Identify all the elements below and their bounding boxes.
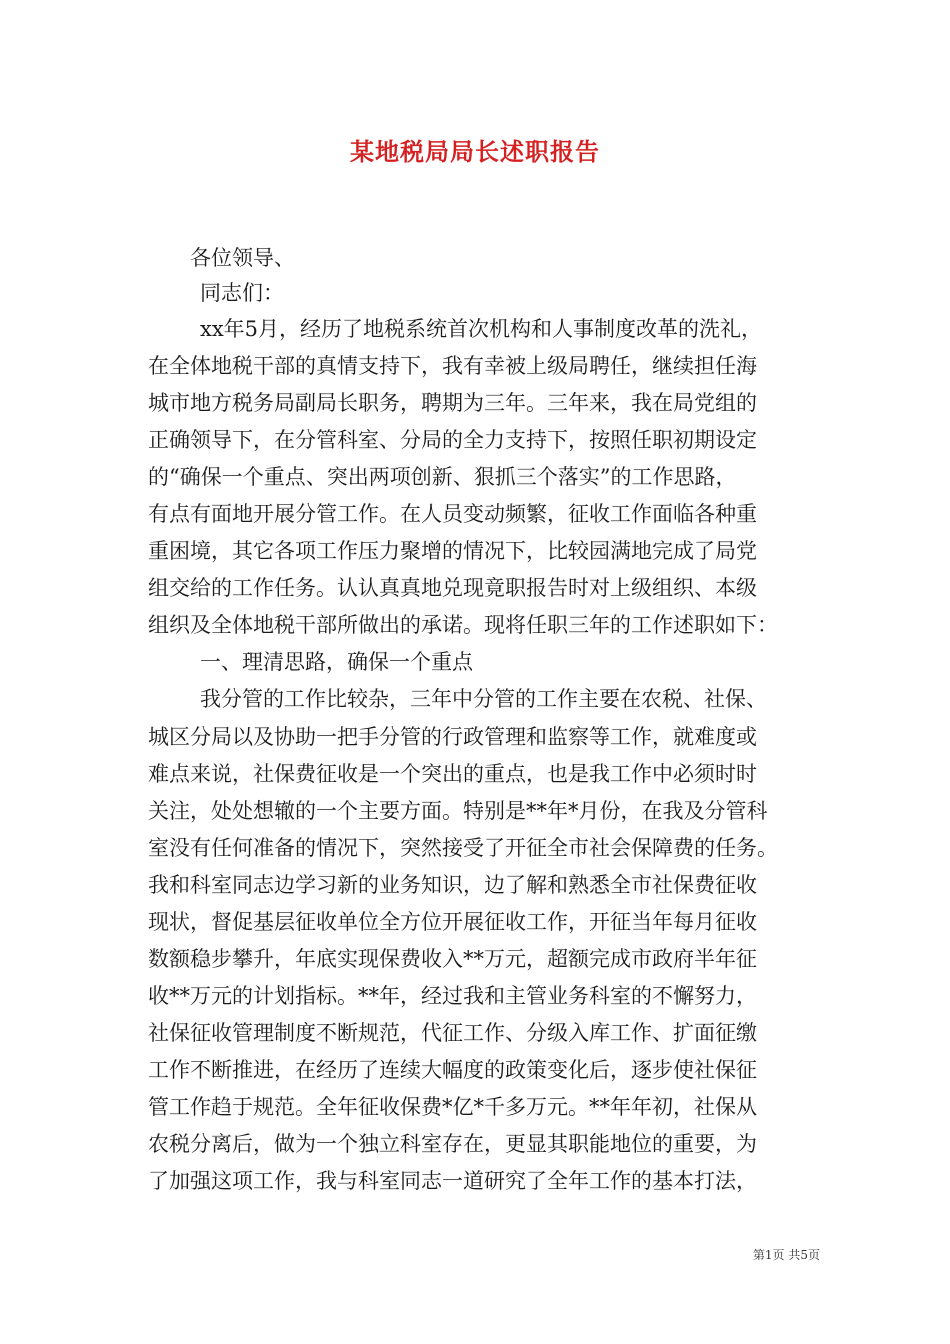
text-line: 的“确保一个重点、突出两项创新、狠抓三个落实”的工作思路， — [148, 465, 737, 490]
text-line: 关注，处处想辙的一个主要方面。特别是**年*月份，在我及分管科 — [148, 798, 768, 823]
text-line: 工作不断推进，在经历了连续大幅度的政策变化后，逐步使社保征 — [148, 1057, 757, 1082]
text-line: 组织及全体地税干部所做出的承诺。现将任职三年的工作述职如下： — [148, 613, 778, 638]
text-line: 数额稳步攀升，年底实现保费收入**万元，超额完成市政府半年征 — [148, 946, 757, 971]
salutation-leaders: 各位领导、 — [190, 246, 295, 270]
text-line: 正确领导下，在分管科室、分局的全力支持下，按照任职初期设定 — [148, 428, 757, 453]
text-line: 难点来说，社保费征收是一个突出的重点，也是我工作中必须时时 — [148, 761, 757, 786]
text-line: 农税分离后，做为一个独立科室存在，更显其职能地位的重要，为 — [148, 1132, 757, 1157]
text-line: 重困境，其它各项工作压力聚增的情况下，比较园满地完成了局党 — [148, 539, 757, 564]
page-number: 第1页 共5页 — [752, 1248, 820, 1262]
text-line: xx年5月，经历了地税系统首次机构和人事制度改革的洗礼， — [200, 317, 763, 341]
text-line: 管工作趋于规范。全年征收保费*亿*千多万元。**年年初，社保从 — [148, 1094, 757, 1119]
section-heading: 一、理清思路，确保一个重点 — [200, 650, 473, 675]
document-title: 某地税局局长述职报告 — [350, 137, 600, 166]
text-line: 我和科室同志边学习新的业务知识，边了解和熟悉全市社保费征收 — [148, 872, 757, 897]
salutation-comrades: 同志们： — [200, 281, 284, 305]
text-line: 在全体地税干部的真情支持下，我有幸被上级局聘任，继续担任海 — [148, 354, 757, 379]
text-line: 组交给的工作任务。认认真真地兑现竟职报告时对上级组织、本级 — [148, 576, 757, 601]
text-line: 城市地方税务局副局长职务，聘期为三年。三年来，我在局党组的 — [148, 391, 757, 416]
text-line: 收**万元的计划指标。**年，经过我和主管业务科室的不懈努力， — [148, 983, 757, 1008]
text-line: 室没有任何准备的情况下，突然接受了开征全市社会保障费的任务。 — [148, 835, 778, 860]
document-body — [148, 311, 818, 1200]
text-line: 社保征收管理制度不断规范，代征工作、分级入库工作、扩面征缴 — [148, 1020, 757, 1045]
text-line: 了加强这项工作，我与科室同志一道研究了全年工作的基本打法， — [148, 1169, 757, 1194]
text-line: 现状，督促基层征收单位全方位开展征收工作，开征当年每月征收 — [148, 909, 757, 934]
text-line: 有点有面地开展分管工作。在人员变动频繁，征收工作面临各种重 — [148, 502, 757, 527]
text-line: 我分管的工作比较杂，三年中分管的工作主要在农税、社保、 — [200, 687, 767, 712]
text-line: 城区分局以及协助一把手分管的行政管理和监察等工作，就难度或 — [148, 724, 757, 749]
